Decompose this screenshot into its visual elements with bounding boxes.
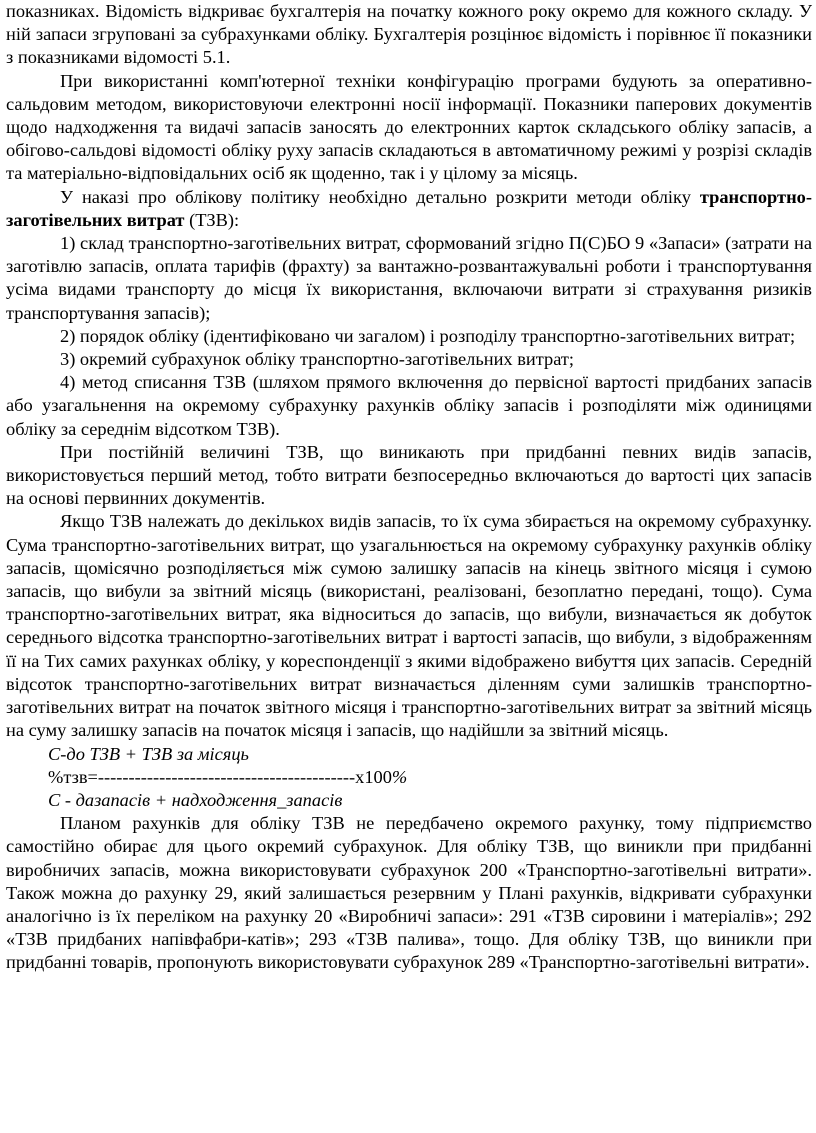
formula-percent-sign: % xyxy=(391,766,408,787)
formula-numerator: С-до ТЗВ + ТЗВ за місяць xyxy=(48,743,249,764)
formula-fraction-bar: %тзв=------------------------------------------х100 xyxy=(48,766,392,787)
text-span: У наказі про облікову політику необхідно детально розкрити методи обліку xyxy=(60,186,700,207)
paragraph-allocation: Якщо ТЗВ належать до декількох видів запасів, то їх сума збирається на окремому субрахунку. Сума транспортно-заготівельних витрат, що узагальнюється на окремому субрахунку рахунків обліку запасів, щомісячно розподіляється між сумою залишку запасів на кінець звітного місяця і сумою запасів, що вибули за звітний місяць (використані, реалізовані, безоплатно передані, тощо). Сума транспортно-заготівельних витрат, яка відноситься до запасів, що вибули, визначається як добуток середнього відсотка транспортно-заготівельних витрат і вартості запасів, що вибули, з відображенням її на Тих самих рахунках обліку, у кореспонденції з якими відображено вибуття цих запасів. Середній відсоток транспортно-заготівельних витрат визначається діленням суми залишків транспортно-заготівельних витрат на початок звітного місяця і транспортно-заготівельних витрат за звітний місяць на суму залишку запасів на початок місяця і запасів, що надійшли за звітний місяць. xyxy=(6,511,812,741)
paragraph-continued: показниках. Відомість відкриває бухгалтерія на початку кожного року окремо для кожного складу. У ній запаси згруповані за субрахунками обліку. Бухгалтерія розцінює відомість і порівнює її показники з показниками відомості 5.1. xyxy=(6,1,812,68)
paragraph-chart-of-accounts: Планом рахунків для обліку ТЗВ не передбачено окремого рахунку, тому підприємство самостійно обирає для цього окремий субрахунок. Для обліку ТЗВ, що виникли при придбанні виробничих запасів, можна використовувати субрахунок 200 «Транспортно-заготівельні витрати». Також можна до рахунку 29, який залишається резервним у Плані рахунків, відкривати субрахунки аналогічно із їх переліком на рахунку 20 «Виробничі запаси»: 291 «ТЗВ сировини і матеріалів»; 292 «ТЗВ придбаних напівфабри-катів»; 293 «ТЗВ палива», тощо. Для обліку ТЗВ, що виникли при придбанні товарів, пропонують використовувати субрахунок 289 «Транспортно-заготівельні витрати». xyxy=(6,813,812,973)
list-item-4: 4) метод списання ТЗВ (шляхом прямого включення до первісної вартості придбаних запасів або узагальнення на окремому субрахунку рахунків обліку запасів і розподіляти між одиницями обліку за середнім відсотком ТЗВ). xyxy=(6,372,812,439)
paragraph-computer-config: При використанні комп'ютерної техніки конфігурацію програми будують за оперативно-сальдовим методом, використовуючи електронні носії інформації. Показники паперових документів щодо надходження та видачі запасів заносять до електронних карток складського обліку запасів, а обігово-сальдові відомості обліку руху запасів складаються в автоматичному режимі у розрізі складів та матеріально-відповідальних осіб як щоденно, так і у цілому за місяць. xyxy=(6,70,812,184)
list-item-3: 3) окремий субрахунок обліку транспортно-заготівельних витрат; xyxy=(60,349,575,370)
paragraph-first-method: При постійній величині ТЗВ, що виникають при придбанні певних видів запасів, використовується перший метод, тобто витрати безпосередньо включаються до вартості цих запасів на основі первинних документів. xyxy=(6,441,812,509)
formula-line xyxy=(6,766,812,789)
bold-term: транспортно-заготівельних витрат xyxy=(6,186,812,230)
list-item-2: 2) порядок обліку (ідентифіковано чи загалом) і розподілу транспортно-заготівельних витрат; xyxy=(60,325,796,346)
list-item-1: 1) склад транспортно-заготівельних витрат, сформований згідно П(С)БО 9 «Запаси» (затрати на заготівлю запасів, оплата тарифів (фрахту) за вантажно-розвантажувальні роботи і транспортування усіма видами транспорту до місця їх використання, включаючи витрати зі страхування ризиків транспортування запасів); xyxy=(6,233,812,323)
paragraph-accounting-policy xyxy=(6,186,812,232)
formula-denominator: С - дазапасів + надходження_запасів xyxy=(48,789,343,810)
text-span: (ТЗВ): xyxy=(184,209,240,230)
